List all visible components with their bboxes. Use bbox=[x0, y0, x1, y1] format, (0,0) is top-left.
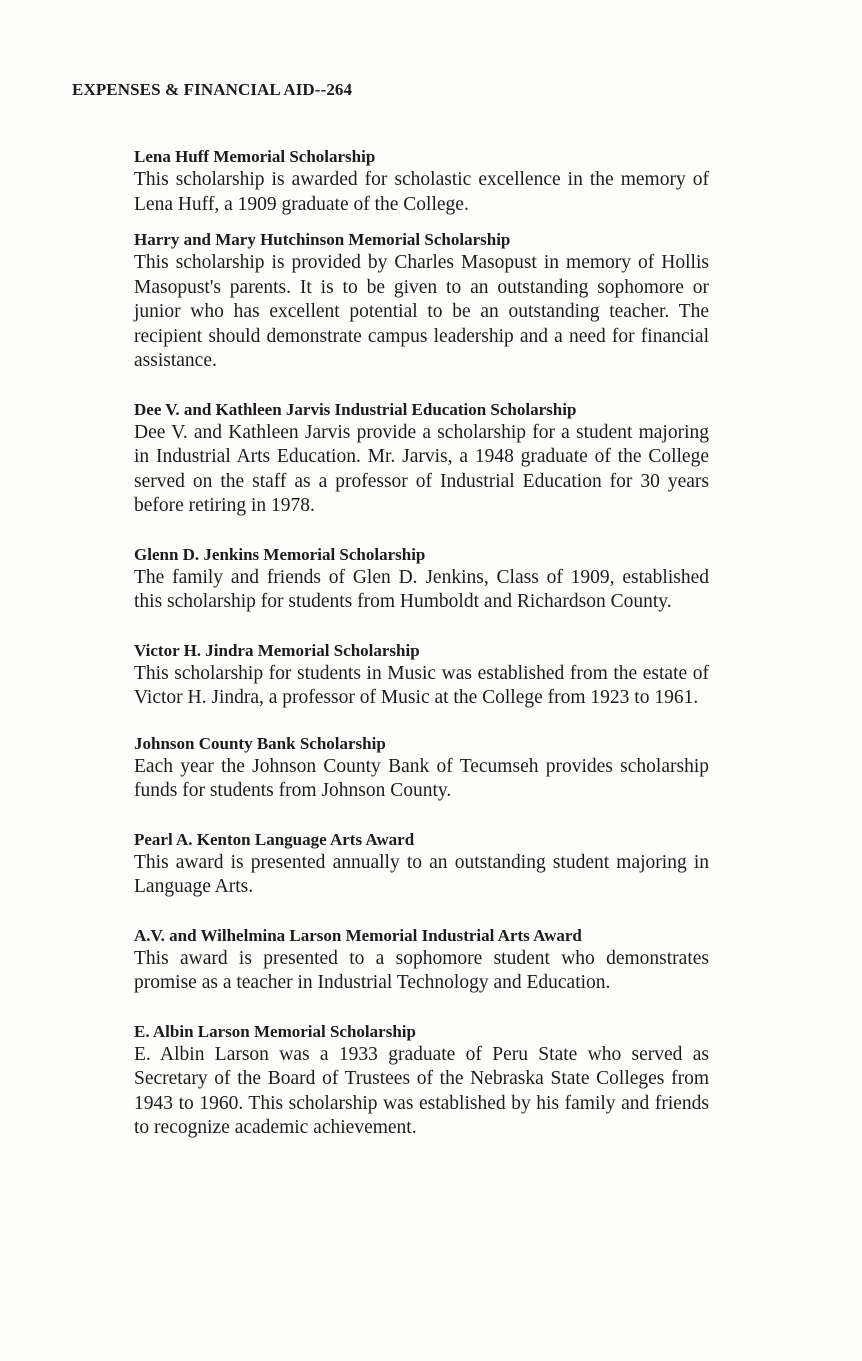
scholarship-list bbox=[134, 146, 709, 1141]
scholarship-description: This scholarship is provided by Charles Masopust in memory of Hollis Masopust's parents. It is to be given to an outstanding sophomore or junior who has excellent potential to be an outstanding teacher. The recipient should demonstrate campus leadership and a need for financial assistance. bbox=[134, 252, 709, 371]
scholarship-entry bbox=[134, 640, 709, 711]
scholarship-entry bbox=[134, 829, 709, 900]
scholarship-entry bbox=[134, 1021, 709, 1141]
scholarship-description: The family and friends of Glen D. Jenkins, Class of 1909, established this scholarship for students from Humboldt and Richardson County. bbox=[134, 566, 709, 612]
running-head: EXPENSES & FINANCIAL AID--264 bbox=[72, 80, 353, 99]
scholarship-entry bbox=[134, 544, 709, 615]
scholarship-description: E. Albin Larson was a 1933 graduate of Peru State who served as Secretary of the Board of Trustees of the Nebraska State Colleges from 1943 to 1960. This scholarship was established by his family and friends to recognize academic achievement. bbox=[134, 1043, 709, 1138]
scholarship-description: This award is presented to a sophomore student who demonstrates promise as a teacher in Industrial Technology and Education. bbox=[134, 947, 709, 993]
scholarship-title: Harry and Mary Hutchinson Memorial Scholarship bbox=[134, 230, 511, 249]
scholarship-description: Dee V. and Kathleen Jarvis provide a scholarship for a student majoring in Industrial Arts Education. Mr. Jarvis, a 1948 graduate of the College served on the staff as a professor of Industrial Education for 30 years before retiring in 1978. bbox=[134, 421, 709, 516]
scholarship-title: Victor H. Jindra Memorial Scholarship bbox=[134, 640, 420, 660]
scholarship-title: A.V. and Wilhelmina Larson Memorial Industrial Arts Award bbox=[134, 925, 582, 945]
scholarship-description: This award is presented annually to an outstanding student majoring in Language Arts. bbox=[134, 851, 709, 897]
scholarship-title: E. Albin Larson Memorial Scholarship bbox=[134, 1021, 416, 1041]
scholarship-entry bbox=[134, 925, 709, 996]
scholarship-title: Glenn D. Jenkins Memorial Scholarship bbox=[134, 544, 426, 564]
scholarship-description: This scholarship for students in Music was established from the estate of Victor H. Jindra, a professor of Music at the College from 1923 to 1961. bbox=[134, 662, 709, 708]
scholarship-entry bbox=[134, 146, 709, 217]
scholarship-title: Johnson County Bank Scholarship bbox=[134, 733, 386, 753]
scholarship-title: Pearl A. Kenton Language Arts Award bbox=[134, 829, 415, 849]
scholarship-title: Lena Huff Memorial Scholarship bbox=[134, 147, 376, 166]
scholarship-description: Each year the Johnson County Bank of Tecumseh provides scholarship funds for students from Johnson County. bbox=[134, 755, 709, 801]
scholarship-entry bbox=[134, 229, 709, 374]
scholarship-entry bbox=[134, 399, 709, 519]
scholarship-description: This scholarship is awarded for scholastic excellence in the memory of Lena Huff, a 1909 graduate of the College. bbox=[134, 169, 709, 215]
scholarship-title: Dee V. and Kathleen Jarvis Industrial Education Scholarship bbox=[134, 399, 577, 419]
scholarship-entry bbox=[134, 733, 709, 804]
